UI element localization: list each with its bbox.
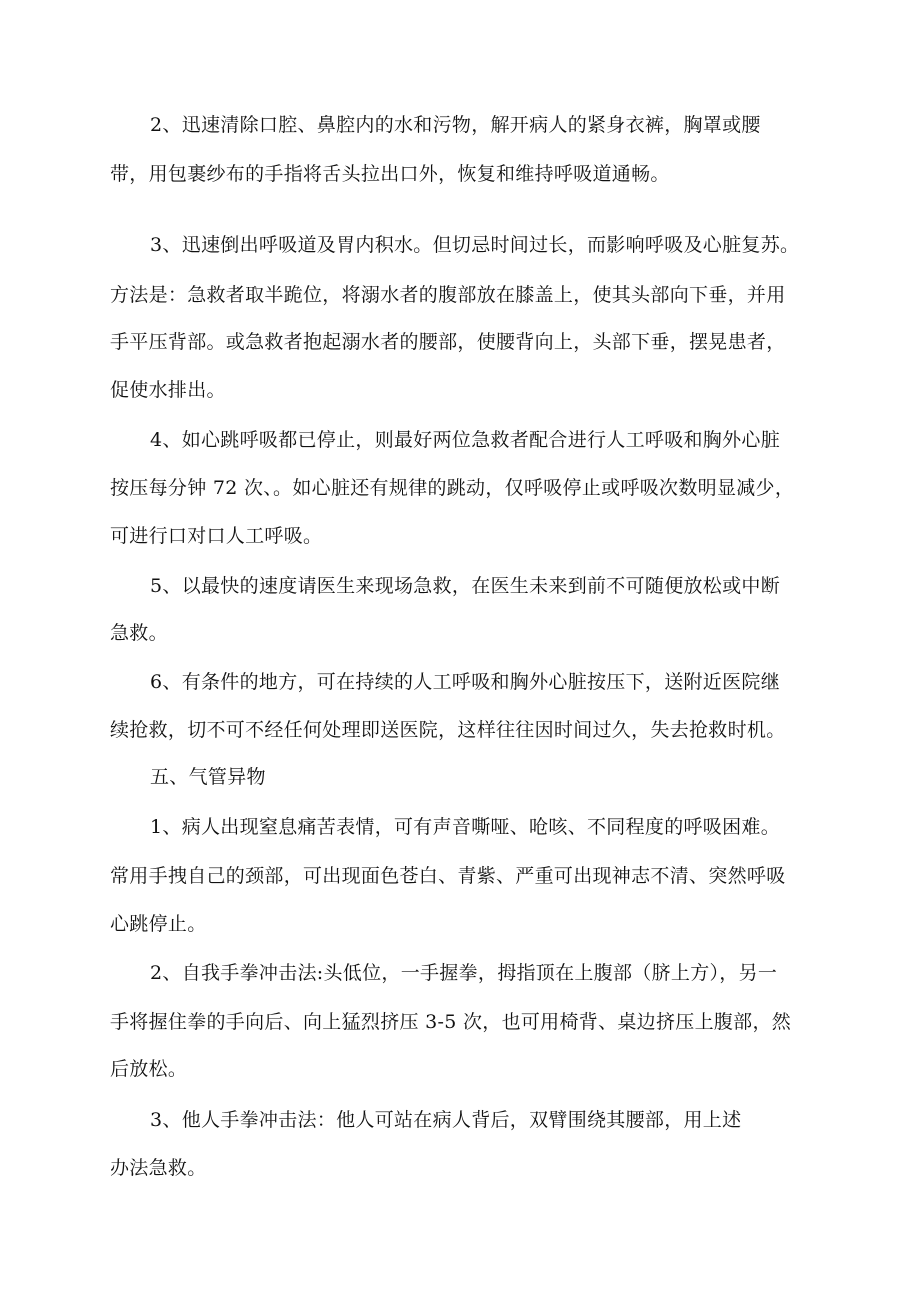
item-3-line-1: 3、他人手拳冲击法：他人可站在病人背后，双臂围绕其腰部，用上述 (150, 1109, 742, 1131)
item-2-line-3: 后放松。 (110, 1058, 188, 1080)
paragraph-2-line-1: 2、迅速清除口腔、鼻腔内的水和污物，解开病人的紧身衣裤，胸罩或腰 (150, 114, 761, 136)
item-2-line-2: 手将握住拳的手向后、向上猛烈挤压 3-5 次，也可用椅背、桌边挤压上腹部，然 (110, 1011, 792, 1033)
paragraph-3-line-4: 促使水排出。 (110, 379, 226, 401)
item-1-line-1: 1、病人出现窒息痛苦表情，可有声音嘶哑、呛咳、不同程度的呼吸困难。 (150, 816, 780, 838)
paragraph-3-line-1: 3、迅速倒出呼吸道及胃内积水。但切忌时间过长，而影响呼吸及心脏复苏。 (150, 234, 800, 256)
paragraph-3-line-3: 手平压背部。或急救者抱起溺水者的腰部，使腰背向上，头部下垂，摆晃患者， (110, 331, 786, 353)
paragraph-4-line-2: 按压每分钟 72 次、。如心脏还有规律的跳动，仅呼吸停止或呼吸次数明显减少， (110, 477, 795, 499)
paragraph-3-line-2: 方法是：急救者取半跪位，将溺水者的腹部放在膝盖上，使其头部向下垂，并用 (110, 284, 786, 306)
paragraph-2-line-2: 带，用包裹纱布的手指将舌头拉出口外，恢复和维持呼吸道通畅。 (110, 163, 670, 185)
paragraph-4-line-3: 可进行口对口人工呼吸。 (110, 525, 323, 547)
paragraph-6-line-2: 续抢救，切不可不经任何处理即送医院，这样往往因时间过久，失去抢救时机。 (110, 719, 786, 741)
paragraph-6-line-1: 6、有条件的地方，可在持续的人工呼吸和胸外心脏按压下，送附近医院继 (150, 671, 780, 693)
item-2-line-1: 2、自我手拳冲击法:头低位，一手握拳，拇指顶在上腹部（脐上方），另一 (150, 962, 778, 984)
item-1-line-2: 常用手拽自己的颈部，可出现面色苍白、青紫、严重可出现神志不清、突然呼吸 (110, 865, 786, 887)
item-1-line-3: 心跳停止。 (110, 913, 207, 935)
paragraph-5-line-1: 5、以最快的速度请医生来现场急救，在医生未来到前不可随便放松或中断 (150, 575, 780, 597)
section-heading: 五、气管异物 (150, 766, 266, 788)
paragraph-4-line-1: 4、如心跳呼吸都已停止，则最好两位急救者配合进行人工呼吸和胸外心脏 (150, 429, 780, 451)
paragraph-5-line-2: 急救。 (110, 622, 168, 644)
item-3-line-2: 办法急救。 (110, 1157, 207, 1179)
